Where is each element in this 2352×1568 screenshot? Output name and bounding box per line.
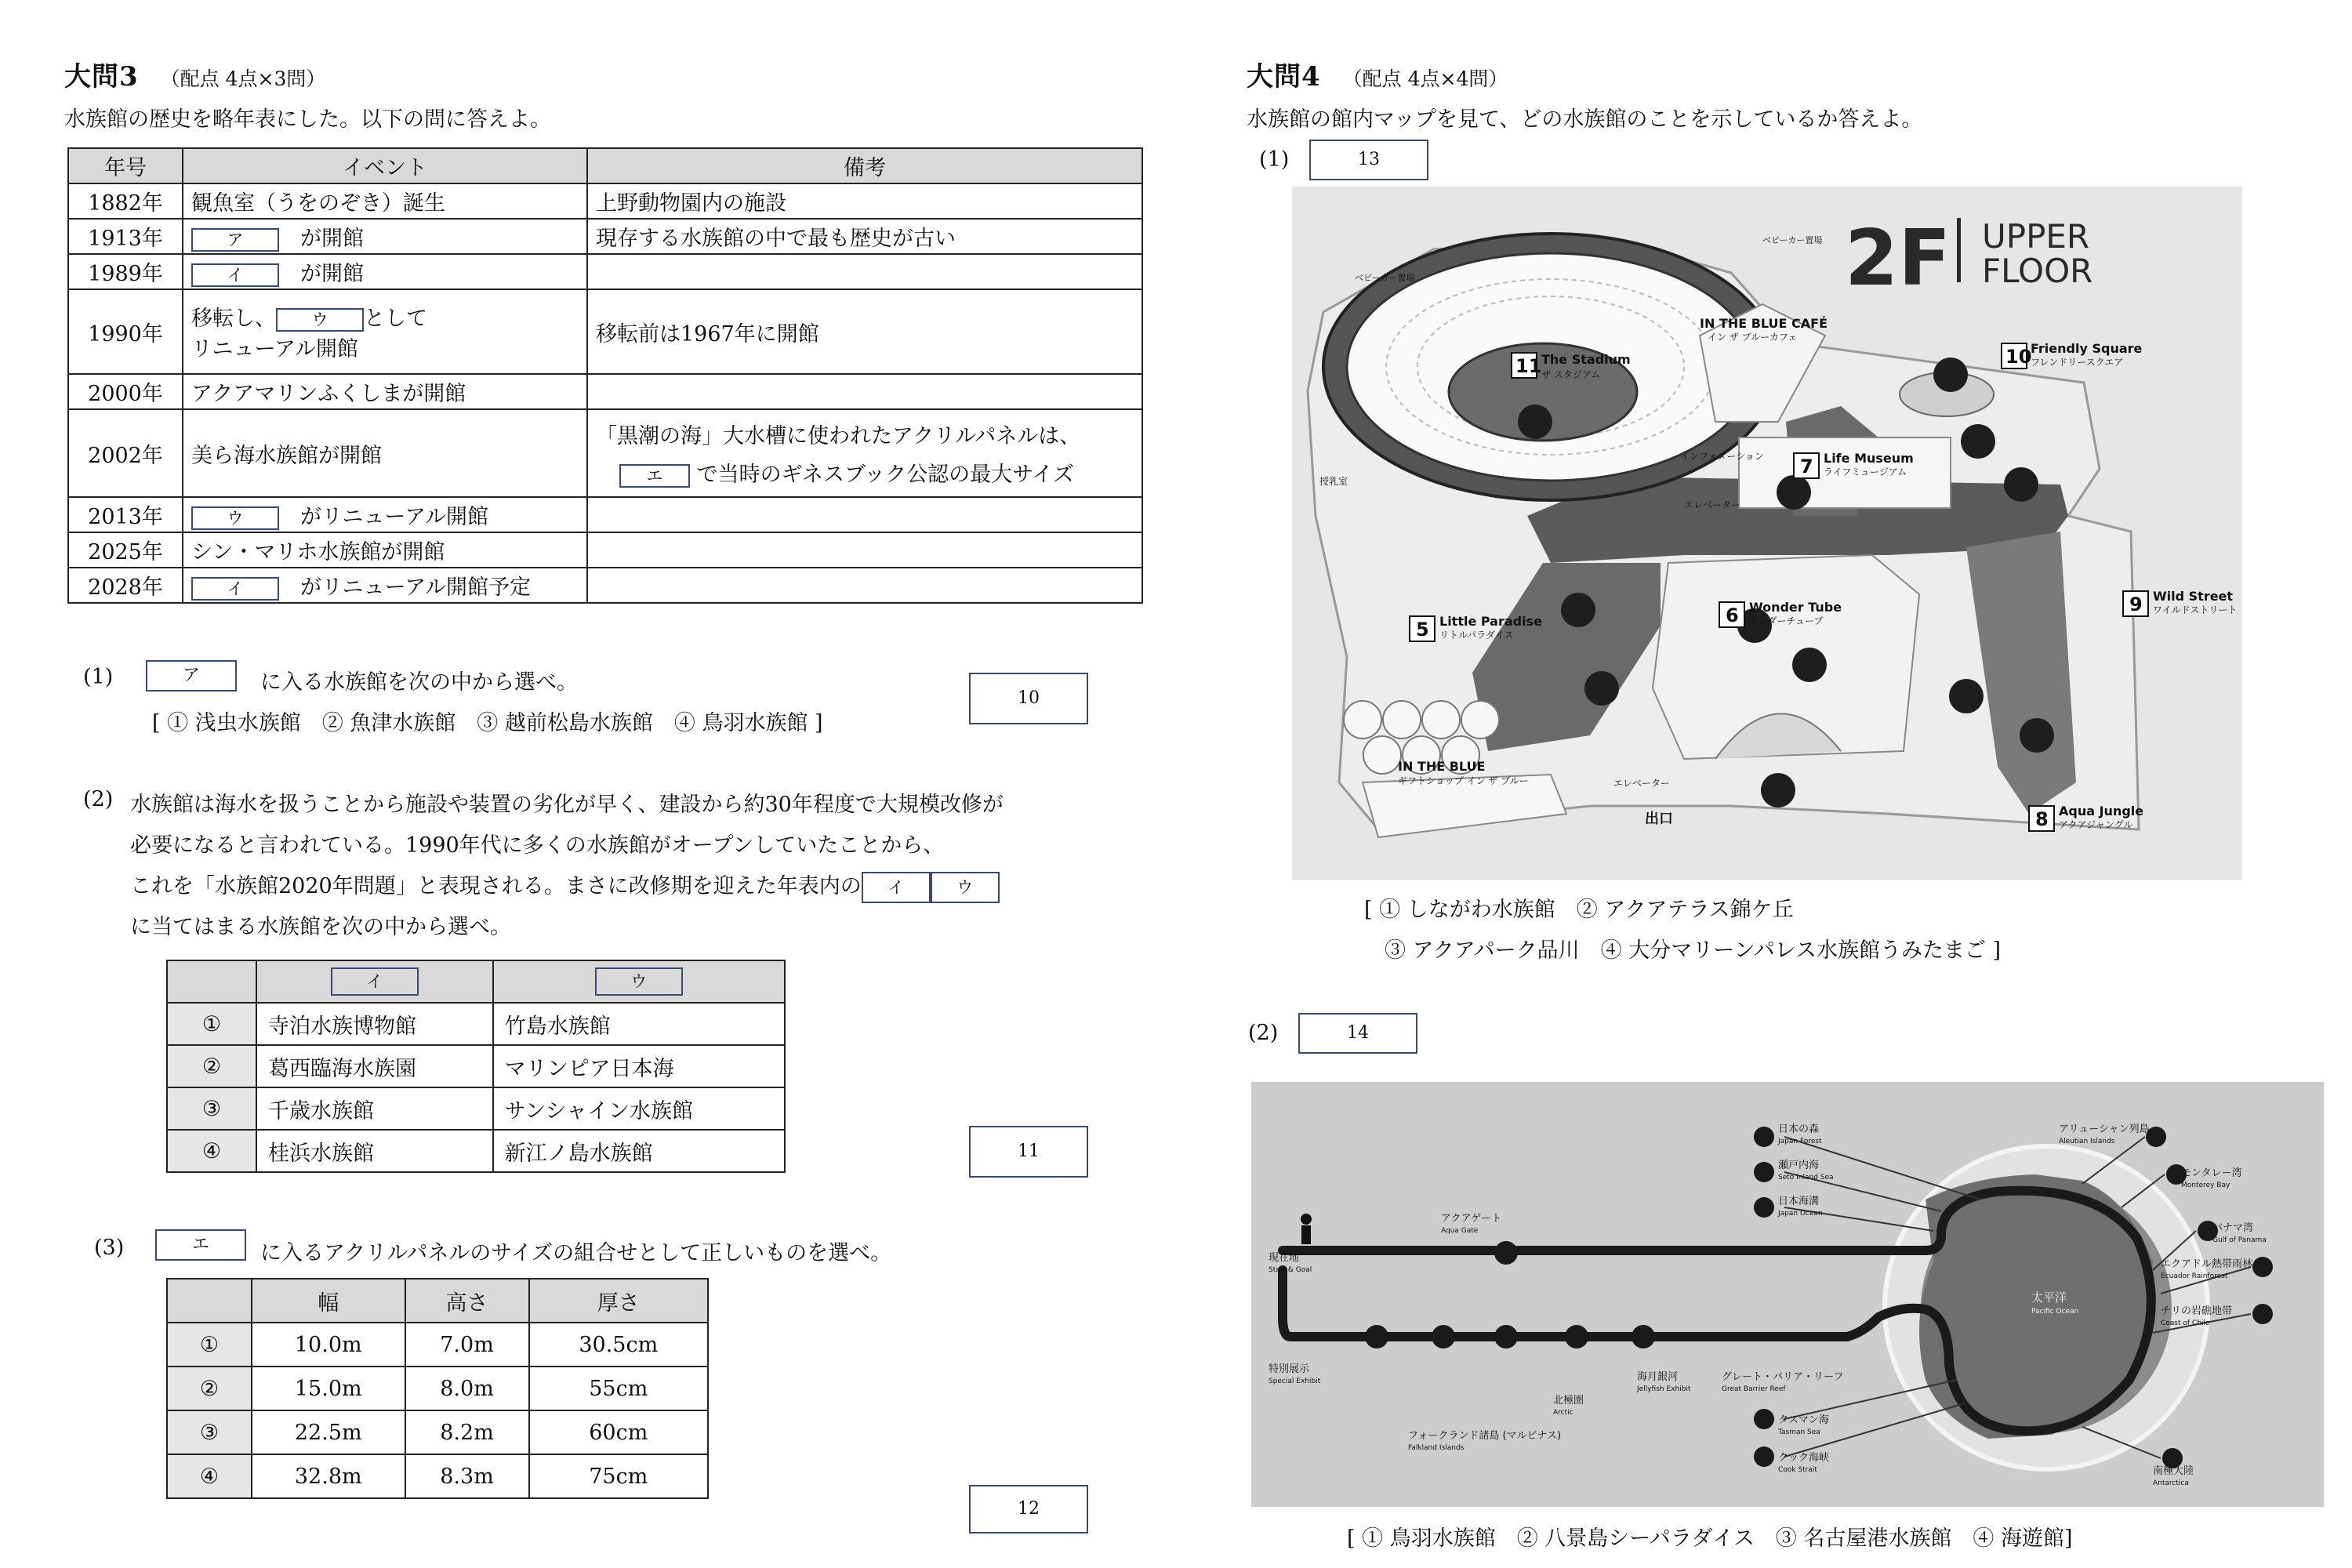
route-aleutian-jp: アリューシャン列島	[2059, 1123, 2150, 1135]
table-row	[167, 1323, 708, 1367]
elevator-label: エレベーター	[1684, 499, 1741, 510]
route-reef-jp: グレート・バリア・リーフ	[1722, 1371, 1844, 1383]
year-cell: 1913年	[68, 219, 183, 254]
year-cell: 2002年	[68, 409, 183, 497]
route-forest-en: Japan Forest	[1778, 1138, 1822, 1145]
table-row	[167, 1130, 785, 1172]
event-cell: シン・マリホ水族館が開館	[183, 532, 587, 568]
table-row	[167, 1003, 785, 1045]
option-number: ③	[167, 1410, 252, 1454]
route-gate-jp: アクアゲート	[1441, 1213, 1502, 1225]
option-number: ④	[167, 1454, 252, 1498]
event-cell: アクアマリンふくしまが開館	[183, 374, 587, 409]
table-row	[68, 497, 1142, 532]
option-number: ①	[167, 1003, 256, 1045]
gift-jp: ギフトショップ イン ザ ブルー	[1398, 775, 1529, 786]
q4-points: （配点 4点×4問）	[1342, 67, 1508, 90]
table-row	[68, 409, 1142, 497]
event-text: がリニューアル開館予定	[300, 575, 532, 600]
q3-p3-size-table	[166, 1278, 709, 1499]
options-header-blank	[167, 960, 256, 1003]
option-number: ③	[167, 1087, 256, 1130]
route-ecuador-jp: エクアドル熱帯雨林	[2161, 1258, 2253, 1270]
paradise-jp: リトルパラダイス	[1439, 630, 1514, 641]
route-tasman-en: Tasman Sea	[1778, 1428, 1820, 1436]
answer-box-10[interactable]: 10	[969, 673, 1088, 724]
floor-label-2: FLOOR	[1982, 252, 2093, 290]
size-width: 22.5m	[252, 1410, 405, 1454]
stadium-number: 11	[1515, 355, 1542, 377]
friendly-jp: フレンドリースクエア	[2031, 357, 2124, 368]
q4-p1-number: (1)	[1259, 147, 1290, 172]
route-cook-en: Cook Strait	[1778, 1466, 1817, 1474]
nursing-label: 授乳室	[1319, 476, 1348, 487]
route-cook-jp: クック海峡	[1778, 1452, 1830, 1464]
jungle-name: Aqua Jungle	[2059, 804, 2144, 818]
info-label: インフォメーション	[1680, 451, 1764, 462]
route-tasman-jp: タスマン海	[1778, 1414, 1829, 1426]
table-row	[68, 532, 1142, 568]
event-cell: 美ら海水族館が開館	[183, 409, 587, 497]
q3-p2-line2: 必要になると言われている。1990年代に多くの水族館がオープンしていたことから、	[130, 833, 945, 858]
note-cell: 上野動物園内の施設	[587, 183, 1142, 219]
route-panama-jp: パナマ湾	[2212, 1222, 2254, 1234]
history-header-row	[68, 148, 1142, 183]
year-cell: 1990年	[68, 289, 183, 374]
paradise-number: 5	[1416, 619, 1429, 641]
route-start-en: Start & Goal	[1269, 1266, 1312, 1274]
route-jelly-en: Jellyfish Exhibit	[1637, 1385, 1691, 1393]
option-i: 桂浜水族館	[256, 1130, 493, 1172]
route-monterey-jp: モンタレー湾	[2181, 1167, 2242, 1179]
table-row	[167, 1367, 708, 1410]
size-header-thickness: 厚さ	[529, 1279, 708, 1323]
event-text: が開館	[300, 262, 364, 286]
route-special-jp: 特別展示	[1269, 1363, 1310, 1375]
option-u: 新江ノ島水族館	[493, 1130, 785, 1172]
blank-box-e: エ	[619, 464, 690, 488]
header-note: 備考	[587, 148, 1142, 183]
q4-p2-number: (2)	[1248, 1021, 1279, 1045]
friendly-name: Friendly Square	[2031, 341, 2143, 356]
route-start-jp: 現在地	[1269, 1252, 1300, 1264]
elevator2-label: エレベーター	[1613, 778, 1671, 789]
q3-p2-blank-u: ウ	[931, 872, 1000, 903]
gift-name: IN THE BLUE	[1398, 759, 1486, 774]
year-cell: 1989年	[68, 254, 183, 289]
event-cell	[183, 568, 587, 603]
size-width: 10.0m	[252, 1323, 405, 1367]
table-row	[167, 1045, 785, 1087]
stroller-label-2: ベビーカー置場	[1762, 235, 1823, 245]
q4-heading	[1247, 55, 1508, 93]
note-cell: 現存する水族館の中で最も歴史が古い	[587, 219, 1142, 254]
options-header-row	[167, 960, 785, 1003]
option-u: マリンピア日本海	[493, 1045, 785, 1087]
q3-p1-text: に入る水族館を次の中から選べ。	[260, 670, 578, 695]
blank-box-i: イ	[191, 263, 279, 287]
floor-map-2f	[1292, 187, 2242, 880]
route-antarctica-en: Antarctica	[2153, 1479, 2189, 1487]
year-cell: 2000年	[68, 374, 183, 409]
stroller-label-1: ベビーカー置場	[1355, 273, 1415, 283]
q3-p2-line1: 水族館は海水を扱うことから施設や装置の劣化が早く、建設から約30年程度で大規模改修が	[130, 793, 1004, 817]
route-pacific-en: Pacific Ocean	[2031, 1308, 2079, 1316]
q3-p2-line4: に当てはまる水族館を次の中から選べ。	[130, 915, 511, 939]
route-gate-en: Aqua Gate	[1441, 1227, 1479, 1235]
route-arctic-jp: 北極圏	[1553, 1395, 1584, 1406]
options-header-i: イ	[256, 960, 493, 1003]
size-height: 7.0m	[405, 1323, 529, 1367]
event-cell	[183, 254, 587, 289]
blank-box-u: ウ	[191, 506, 279, 530]
street-number: 9	[2129, 593, 2143, 615]
size-height: 8.2m	[405, 1410, 529, 1454]
q3-title: 大問3	[64, 61, 139, 93]
tube-jp: ワンダーチューブ	[1749, 615, 1824, 626]
floor-number: 2F	[1845, 214, 1951, 303]
options-header-u: ウ	[493, 960, 785, 1003]
q3-p2-number: (2)	[83, 787, 114, 811]
tube-name: Wonder Tube	[1749, 600, 1842, 615]
route-pacific-jp: 太平洋	[2031, 1290, 2067, 1305]
route-map	[1251, 1082, 2324, 1507]
option-i: 寺泊水族博物館	[256, 1003, 493, 1045]
note-cell	[587, 497, 1142, 532]
event-text: 移転し、	[191, 307, 276, 331]
size-height: 8.3m	[405, 1454, 529, 1498]
size-header-blank	[167, 1279, 252, 1323]
note-cell: 移転前は1967年に開館	[587, 289, 1142, 374]
route-forest-jp: 日本の森	[1778, 1123, 1820, 1135]
paradise-name: Little Paradise	[1439, 614, 1542, 629]
option-u: サンシャイン水族館	[493, 1087, 785, 1130]
year-cell: 2025年	[68, 532, 183, 568]
route-chile-en: Coast of Chile	[2161, 1319, 2210, 1327]
jungle-number: 8	[2035, 808, 2049, 830]
option-u: 竹島水族館	[493, 1003, 785, 1045]
size-header-height: 高さ	[405, 1279, 529, 1323]
q4-intro: 水族館の館内マップを見て、どの水族館のことを示しているか答えよ。	[1247, 107, 1923, 132]
museum-name: Life Museum	[1824, 451, 1914, 466]
table-row	[68, 254, 1142, 289]
event-text: がリニューアル開館	[300, 505, 489, 529]
q3-p2-blank-i: イ	[862, 872, 931, 903]
route-map-drawing	[1251, 1082, 2324, 1507]
q3-heading	[64, 55, 325, 93]
size-thickness: 30.5cm	[529, 1323, 708, 1367]
route-seto-jp: 瀬戸内海	[1778, 1160, 1820, 1171]
option-i: 千歳水族館	[256, 1087, 493, 1130]
event-text: として	[364, 307, 427, 331]
q4-p1-choices-line2: ③ アクアパーク品川 ④ 大分マリーンパレス水族館うみたまご ]	[1385, 938, 2002, 963]
friendly-number: 10	[2005, 346, 2032, 368]
q4-title: 大問4	[1247, 61, 1321, 93]
size-header-width: 幅	[252, 1279, 405, 1323]
q3-intro: 水族館の歴史を略年表にした。以下の問に答えよ。	[64, 107, 551, 132]
table-row	[68, 568, 1142, 603]
note-text: 「黒潮の海」大水槽に使われたアクリルパネルは、	[596, 424, 1081, 448]
cafe-jp: イン ザ ブルーカフェ	[1708, 332, 1798, 343]
floor-label-1: UPPER	[1982, 217, 2090, 256]
route-seto-en: Seto Inland Sea	[1778, 1174, 1834, 1181]
option-number: ②	[167, 1045, 256, 1087]
street-name: Wild Street	[2153, 589, 2234, 604]
size-thickness: 60cm	[529, 1410, 708, 1454]
note-cell	[587, 254, 1142, 289]
exit-label: 出口	[1645, 811, 1673, 827]
option-number: ②	[167, 1367, 252, 1410]
table-row	[68, 374, 1142, 409]
route-jelly-jp: 海月銀河	[1637, 1371, 1679, 1383]
q3-p1-number: (1)	[83, 665, 114, 689]
event-text: リニューアル開館	[191, 337, 359, 361]
size-width: 15.0m	[252, 1367, 405, 1410]
q3-points: （配点 4点×3問）	[160, 67, 326, 90]
option-i: 葛西臨海水族園	[256, 1045, 493, 1087]
q3-p3-text: に入るアクリルパネルのサイズの組合せとして正しいものを選べ。	[260, 1241, 892, 1265]
answer-box-14[interactable]: 14	[1298, 1013, 1417, 1054]
museum-number: 7	[1800, 456, 1813, 477]
answer-box-12[interactable]: 12	[969, 1485, 1088, 1534]
route-chile-jp: チリの岩礁地帯	[2161, 1305, 2233, 1317]
note-cell	[587, 568, 1142, 603]
cafe-name: IN THE BLUE CAFÉ	[1700, 316, 1828, 331]
option-number: ①	[167, 1323, 252, 1367]
route-antarctica-jp: 南極大陸	[2153, 1465, 2194, 1477]
table-row	[68, 289, 1142, 374]
table-row	[68, 183, 1142, 219]
year-cell: 2028年	[68, 568, 183, 603]
route-trench-en: Japan Ocean	[1778, 1210, 1823, 1218]
note-cell	[587, 409, 1142, 497]
q3-p2-options-table	[166, 960, 786, 1173]
route-falkland-en: Falkland Islands	[1408, 1444, 1465, 1452]
size-height: 8.0m	[405, 1367, 529, 1410]
route-ecuador-en: Ecuador Rainforest	[2161, 1272, 2228, 1280]
note-cell	[587, 532, 1142, 568]
stadium-name: The Stadium	[1541, 352, 1631, 367]
year-cell: 2013年	[68, 497, 183, 532]
q3-p1-choices: [ ① 浅虫水族館 ② 魚津水族館 ③ 越前松島水族館 ④ 鳥羽水族館 ]	[152, 711, 823, 735]
event-cell	[183, 497, 587, 532]
q3-p1-blank-box: ア	[146, 660, 237, 691]
q3-p2-line3: これを「水族館2020年問題」と表現される。まさに改修期を迎えた年表内の イ ウ	[130, 869, 1000, 903]
size-thickness: 55cm	[529, 1367, 708, 1410]
tube-number: 6	[1726, 604, 1739, 626]
blank-box-a: ア	[191, 228, 279, 252]
q4-p2-choices: [ ① 鳥羽水族館 ② 八景島シーパラダイス ③ 名古屋港水族館 ④ 海遊館]	[1347, 1526, 2073, 1551]
table-row	[167, 1087, 785, 1130]
museum-jp: ライフミュージアム	[1824, 466, 1907, 477]
floor-map-drawing	[1292, 187, 2242, 880]
blank-box-u: ウ	[276, 308, 364, 332]
street-jp: ワイルドストリート	[2153, 604, 2238, 615]
route-panama-en: Gulf of Panama	[2212, 1236, 2267, 1244]
year-cell: 1882年	[68, 183, 183, 219]
route-arctic-en: Arctic	[1553, 1409, 1573, 1417]
table-row	[167, 1454, 708, 1498]
answer-box-11[interactable]: 11	[969, 1126, 1088, 1178]
q3-p3-blank-box: エ	[155, 1229, 246, 1261]
event-cell	[183, 219, 587, 254]
note-cell	[587, 374, 1142, 409]
q3-p3-number: (3)	[94, 1236, 125, 1260]
q4-p1-choices-line1: [ ① しながわ水族館 ② アクアテラス錦ケ丘	[1364, 898, 1794, 922]
table-row	[167, 1410, 708, 1454]
header-event: イベント	[183, 148, 587, 183]
route-trench-jp: 日本海溝	[1778, 1196, 1820, 1207]
event-cell: 観魚室（うをのぞき）誕生	[183, 183, 587, 219]
header-year: 年号	[68, 148, 183, 183]
jungle-jp: アクアジャングル	[2059, 819, 2133, 830]
answer-box-13[interactable]: 13	[1309, 140, 1428, 180]
route-aleutian-en: Aleutian Islands	[2059, 1138, 2115, 1145]
route-falkland-jp: フォークランド諸島 (マルビナス)	[1408, 1430, 1562, 1442]
size-header-row	[167, 1279, 708, 1323]
size-thickness: 75cm	[529, 1454, 708, 1498]
stadium-jp: ザ スタジアム	[1541, 369, 1600, 380]
event-cell	[183, 289, 587, 374]
event-text: が開館	[300, 227, 364, 251]
size-width: 32.8m	[252, 1454, 405, 1498]
route-special-en: Special Exhibit	[1269, 1377, 1321, 1385]
history-table	[67, 147, 1143, 604]
route-monterey-en: Monterey Bay	[2181, 1181, 2230, 1189]
table-row	[68, 219, 1142, 254]
blank-box-i: イ	[191, 577, 279, 601]
route-reef-en: Great Barrier Reef	[1722, 1385, 1786, 1393]
note-text: で当時のギネスブック公認の最大サイズ	[696, 463, 1075, 487]
option-number: ④	[167, 1130, 256, 1172]
